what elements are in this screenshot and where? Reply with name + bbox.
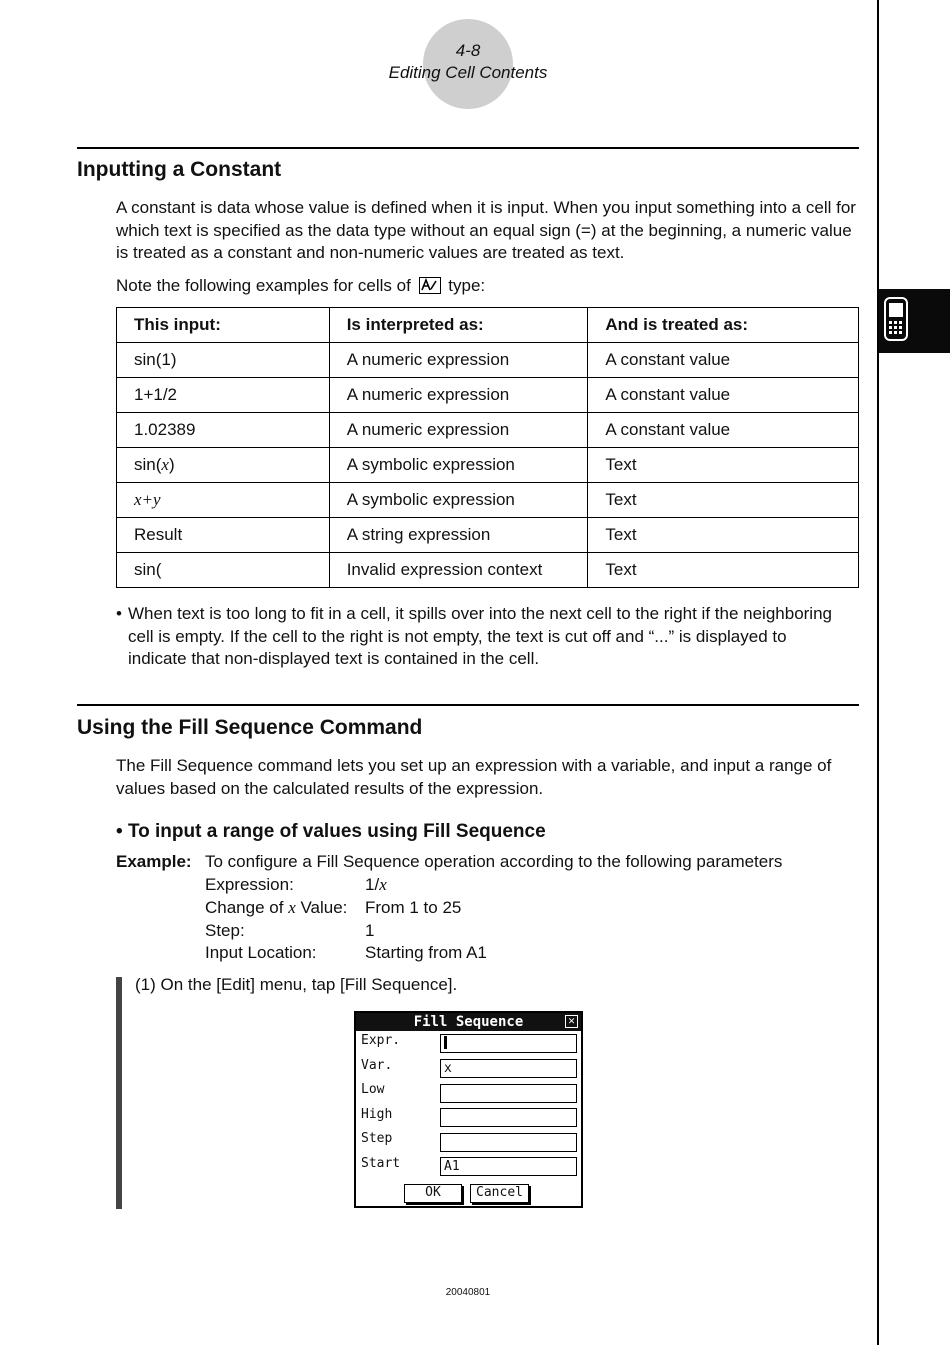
procedure-heading <box>116 821 546 843</box>
close-icon[interactable]: ✕ <box>565 1015 578 1028</box>
high-field[interactable] <box>440 1108 577 1127</box>
table-cell: Text <box>588 553 859 588</box>
section-heading-constant: Inputting a Constant <box>77 158 282 181</box>
start-label: Start <box>361 1156 401 1171</box>
param-label: Step: <box>205 921 245 940</box>
table-cell: A symbolic expression <box>329 483 588 518</box>
table-row <box>117 413 859 448</box>
table-cell: sin(1) <box>117 343 330 378</box>
table-header-row <box>117 308 859 343</box>
text-cursor <box>444 1036 447 1049</box>
param-value: 1 <box>365 921 375 940</box>
table-cell: A constant value <box>588 343 859 378</box>
table-cell: A numeric expression <box>329 343 588 378</box>
table-cell: A numeric expression <box>329 378 588 413</box>
variable-x: x <box>288 898 296 917</box>
procedure-title: To input a range of values using Fill Sequence <box>127 821 546 842</box>
variable-x: x <box>161 455 169 474</box>
step-1-text: (1) On the [Edit] menu, tap [Fill Sequence]. <box>135 975 458 994</box>
table-row <box>117 518 859 553</box>
param-value: From 1 to 25 <box>365 898 462 917</box>
fill-sequence-paragraph: The Fill Sequence command lets you set up an expression with a variable, and input a range of values based on the calculated results of the expression. <box>116 756 832 798</box>
param-value: 1/x <box>365 875 387 894</box>
margin-rule <box>877 0 879 1345</box>
constant-paragraph: A constant is data whose value is defined when it is input. When you input something into a cell for which text is specified as the data type without an equal sign (=) at the beginning, a numeric value is treated as a constant and non-numeric values are treated as text. <box>116 198 856 262</box>
table-header: This input: <box>117 308 330 343</box>
table-row <box>117 378 859 413</box>
step-field[interactable] <box>440 1133 577 1152</box>
section-divider <box>77 704 859 706</box>
footer-code: 20040801 <box>445 1287 491 1298</box>
high-label: High <box>361 1107 393 1122</box>
bullet-dot: • <box>116 604 122 623</box>
table-cell: A numeric expression <box>329 413 588 448</box>
table-cell: Text <box>588 483 859 518</box>
note-text-after: type: <box>448 276 486 295</box>
section-title: Editing Cell Contents <box>388 63 548 82</box>
variable-x: x <box>379 875 387 894</box>
table-header: And is treated as: <box>588 308 859 343</box>
dialog-title: Fill Sequence <box>356 1013 581 1031</box>
table-header: Is interpreted as: <box>329 308 588 343</box>
constant-examples-table <box>116 307 859 588</box>
param-value: Starting from A1 <box>365 943 487 962</box>
cancel-button[interactable]: Cancel <box>470 1184 529 1203</box>
overflow-bullet-text: When text is too long to fit in a cell, it spills over into the next cell to the right if the neighboring cell is empty. If the cell to the right is not empty, the text is cut off and “...” is displayed to indicate that non-displayed text is contained in the cell. <box>128 604 832 668</box>
example-text: To configure a Fill Sequence operation according to the following parameters <box>205 852 783 871</box>
param-label: Input Location: <box>205 943 317 962</box>
table-row <box>117 343 859 378</box>
note-text-before: Note the following examples for cells of <box>116 276 411 295</box>
table-cell: x+y <box>117 483 330 518</box>
table-cell: A symbolic expression <box>329 448 588 483</box>
example-label: Example: <box>116 852 192 871</box>
low-field[interactable] <box>440 1084 577 1103</box>
text-cell-type-icon <box>419 277 441 294</box>
expr-field[interactable] <box>440 1034 577 1053</box>
expr-label: Expr. <box>361 1033 401 1048</box>
table-cell: Invalid expression context <box>329 553 588 588</box>
var-label: Var. <box>361 1058 393 1073</box>
start-field[interactable]: A1 <box>440 1157 577 1176</box>
table-row <box>117 448 859 483</box>
section-divider <box>77 147 859 149</box>
param-label: Expression: <box>205 875 294 894</box>
bullet-dot: • <box>116 821 123 842</box>
table-cell: Text <box>588 518 859 553</box>
table-cell: A constant value <box>588 413 859 448</box>
fill-sequence-dialog <box>354 1011 583 1208</box>
table-cell: 1.02389 <box>117 413 330 448</box>
step-bar <box>116 977 122 1209</box>
table-cell: sin(x) <box>117 448 330 483</box>
ok-button[interactable]: OK <box>404 1184 462 1203</box>
table-row <box>117 553 859 588</box>
table-cell: Result <box>117 518 330 553</box>
table-cell: A string expression <box>329 518 588 553</box>
section-heading-fill-sequence: Using the Fill Sequence Command <box>77 716 423 739</box>
note-line <box>116 275 485 298</box>
table-cell: sin( <box>117 553 330 588</box>
var-field[interactable]: x <box>440 1059 577 1078</box>
table-row <box>117 483 859 518</box>
page-number: 4-8 <box>455 41 481 60</box>
low-label: Low <box>361 1082 385 1097</box>
step-label: Step <box>361 1131 393 1146</box>
table-cell: Text <box>588 448 859 483</box>
table-cell: A constant value <box>588 378 859 413</box>
param-label: Change of x Value: <box>205 898 348 917</box>
calculator-icon <box>884 297 908 341</box>
table-cell: 1+1/2 <box>117 378 330 413</box>
